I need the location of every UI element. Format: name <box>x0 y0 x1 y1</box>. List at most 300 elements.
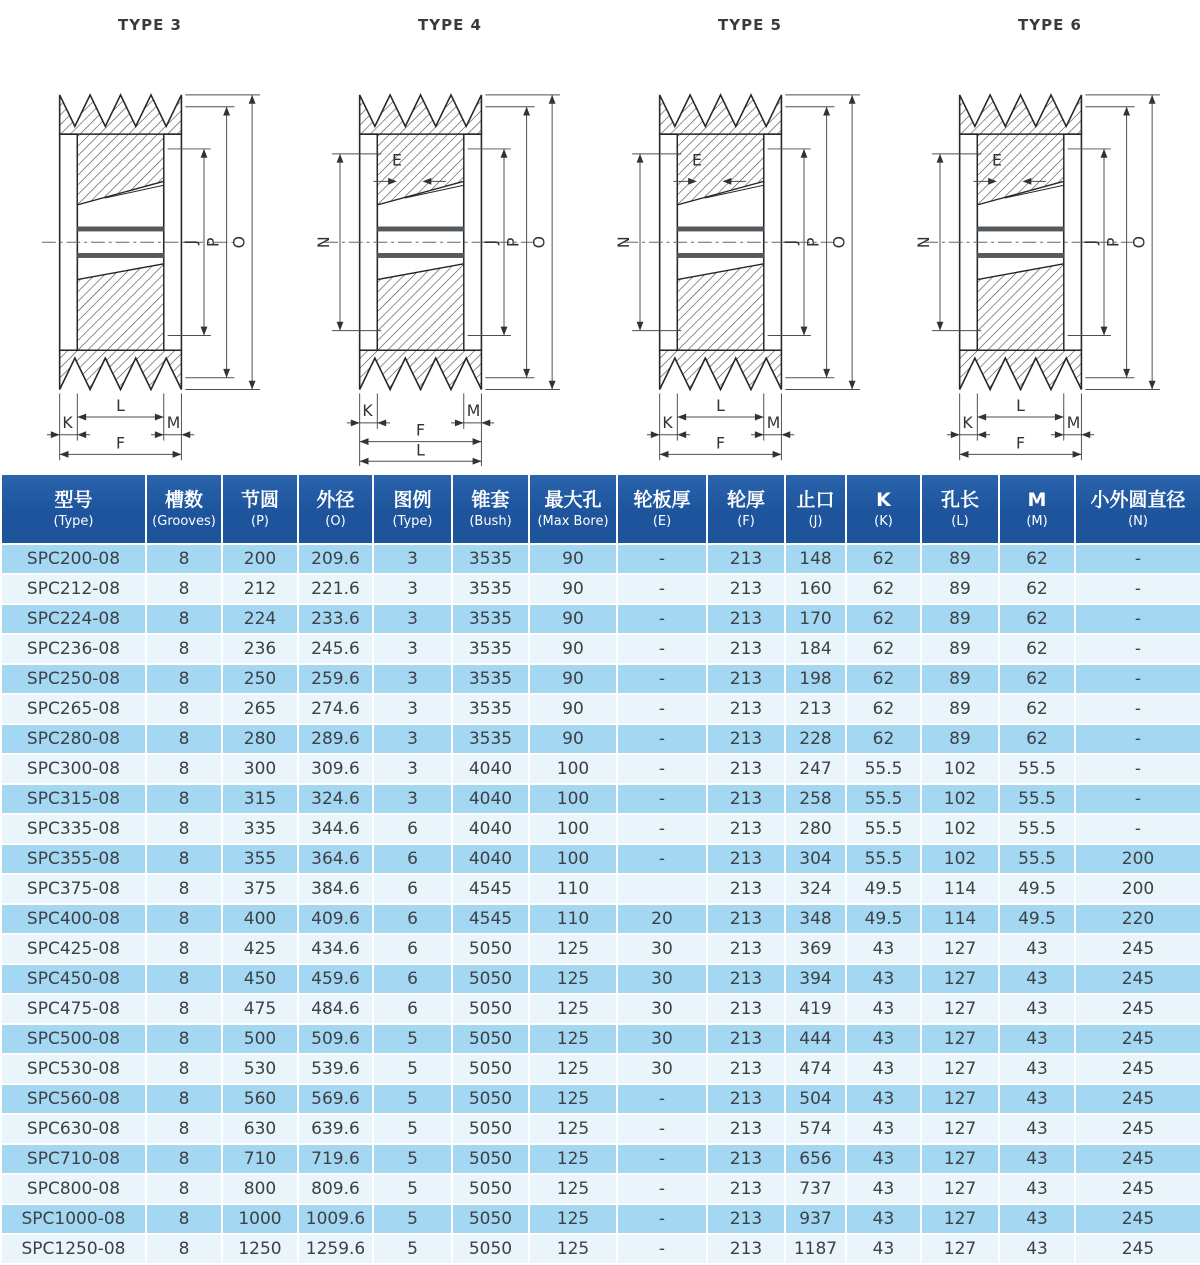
table-cell: 213 <box>707 694 785 724</box>
table-cell: 90 <box>529 544 617 574</box>
table-cell: 125 <box>529 1174 617 1204</box>
table-cell: SPC475-08 <box>1 994 146 1024</box>
table-cell: 198 <box>785 664 846 694</box>
table-cell: 213 <box>707 634 785 664</box>
table-cell: 125 <box>529 1144 617 1174</box>
table-cell: 656 <box>785 1144 846 1174</box>
table-cell: 5 <box>373 1024 452 1054</box>
table-cell: SPC200-08 <box>1 544 146 574</box>
svg-text:L: L <box>716 396 725 416</box>
table-cell: 127 <box>921 994 999 1024</box>
table-cell: 800 <box>222 1174 298 1204</box>
table-cell: 184 <box>785 634 846 664</box>
table-cell: SPC335-08 <box>1 814 146 844</box>
table-row <box>1 874 1200 904</box>
table-cell: 355 <box>222 844 298 874</box>
table-cell: 5050 <box>452 934 529 964</box>
table-cell: 114 <box>921 874 999 904</box>
table-cell: 43 <box>999 1204 1075 1234</box>
table-cell: 212 <box>222 574 298 604</box>
table-cell: 639.6 <box>298 1114 373 1144</box>
pulley-diagram-type-4 <box>300 0 600 473</box>
svg-text:O: O <box>229 236 249 249</box>
table-cell: - <box>617 544 707 574</box>
table-cell: 62 <box>846 604 921 634</box>
table-cell: 43 <box>846 994 921 1024</box>
table-cell: - <box>617 814 707 844</box>
table-cell: 245 <box>1075 1054 1200 1084</box>
table-cell: 3535 <box>452 634 529 664</box>
table-cell: 100 <box>529 754 617 784</box>
table-cell: 630 <box>222 1114 298 1144</box>
table-cell: 4040 <box>452 754 529 784</box>
table-cell: 5 <box>373 1204 452 1234</box>
table-cell: 274.6 <box>298 694 373 724</box>
table-cell: 213 <box>707 1144 785 1174</box>
table-cell: 250 <box>222 664 298 694</box>
table-cell: 8 <box>146 904 222 934</box>
table-cell: 127 <box>921 1234 999 1264</box>
table-cell: - <box>617 574 707 604</box>
table-cell: 394 <box>785 964 846 994</box>
table-cell: 100 <box>529 844 617 874</box>
table-cell: 3535 <box>452 664 529 694</box>
table-cell: - <box>1075 814 1200 844</box>
table-cell: 213 <box>707 814 785 844</box>
table-cell: 245 <box>1075 1084 1200 1114</box>
table-cell: 43 <box>999 1024 1075 1054</box>
table-cell: 213 <box>707 784 785 814</box>
table-cell: 200 <box>1075 844 1200 874</box>
table-cell: 3 <box>373 544 452 574</box>
pulley-diagrams <box>0 0 1200 473</box>
table-cell: 3 <box>373 574 452 604</box>
column-header: M (M) <box>999 474 1075 544</box>
table-cell: 148 <box>785 544 846 574</box>
column-header: 槽数 (Grooves) <box>146 474 222 544</box>
column-header: K (K) <box>846 474 921 544</box>
table-cell: 62 <box>999 724 1075 754</box>
table-cell: 110 <box>529 904 617 934</box>
table-cell: 62 <box>846 634 921 664</box>
table-cell: 8 <box>146 1054 222 1084</box>
table-cell: 125 <box>529 964 617 994</box>
table-cell: 809.6 <box>298 1174 373 1204</box>
table-cell: 459.6 <box>298 964 373 994</box>
table-cell: 5050 <box>452 1084 529 1114</box>
svg-text:O: O <box>829 236 849 249</box>
table-cell: - <box>617 604 707 634</box>
table-cell: SPC355-08 <box>1 844 146 874</box>
table-cell: 43 <box>999 934 1075 964</box>
table-cell: 30 <box>617 1054 707 1084</box>
table-cell: 90 <box>529 724 617 754</box>
table-cell: 3 <box>373 754 452 784</box>
table-cell: - <box>617 784 707 814</box>
table-cell: 247 <box>785 754 846 784</box>
table-cell: 55.5 <box>846 814 921 844</box>
svg-text:O: O <box>529 236 549 249</box>
table-cell: 3 <box>373 634 452 664</box>
table-cell: 8 <box>146 994 222 1024</box>
table-cell: 8 <box>146 814 222 844</box>
table-row <box>1 664 1200 694</box>
svg-text:L: L <box>1016 396 1025 416</box>
table-cell: SPC630-08 <box>1 1114 146 1144</box>
table-cell: 43 <box>999 1174 1075 1204</box>
svg-text:O: O <box>1129 236 1149 249</box>
table-row <box>1 844 1200 874</box>
table-cell: SPC224-08 <box>1 604 146 634</box>
table-cell: 3535 <box>452 574 529 604</box>
table-cell: 89 <box>921 664 999 694</box>
table-cell: 5 <box>373 1174 452 1204</box>
table-cell: 5 <box>373 1234 452 1264</box>
table-cell: 102 <box>921 814 999 844</box>
table-cell: 213 <box>707 904 785 934</box>
table-cell: 6 <box>373 904 452 934</box>
table-cell: 5050 <box>452 1234 529 1264</box>
table-cell: SPC710-08 <box>1 1144 146 1174</box>
table-cell: 375 <box>222 874 298 904</box>
table-row <box>1 1144 1200 1174</box>
table-cell: 30 <box>617 964 707 994</box>
table-cell: 89 <box>921 604 999 634</box>
table-cell: SPC450-08 <box>1 964 146 994</box>
table-cell: 213 <box>707 664 785 694</box>
table-cell: 125 <box>529 1114 617 1144</box>
pulley-cross-section-drawing <box>302 36 598 473</box>
table-cell: 125 <box>529 1204 617 1234</box>
table-cell: 43 <box>999 994 1075 1024</box>
table-cell: - <box>617 1234 707 1264</box>
svg-text:N: N <box>614 236 634 249</box>
table-cell: 5050 <box>452 1114 529 1144</box>
table-cell: SPC800-08 <box>1 1174 146 1204</box>
table-cell: 220 <box>1075 904 1200 934</box>
table-row <box>1 1114 1200 1144</box>
table-cell: 200 <box>1075 874 1200 904</box>
table-cell: 3 <box>373 724 452 754</box>
table-cell: 500 <box>222 1024 298 1054</box>
svg-text:L: L <box>416 440 425 460</box>
table-row <box>1 544 1200 574</box>
table-cell: SPC375-08 <box>1 874 146 904</box>
table-cell: 4040 <box>452 814 529 844</box>
table-cell: - <box>617 724 707 754</box>
table-cell: - <box>1075 694 1200 724</box>
table-cell: 49.5 <box>999 874 1075 904</box>
column-header: 止口 (J) <box>785 474 846 544</box>
table-cell: - <box>617 844 707 874</box>
table-cell: 484.6 <box>298 994 373 1024</box>
table-cell: SPC250-08 <box>1 664 146 694</box>
table-cell: 213 <box>707 1024 785 1054</box>
table-cell: 509.6 <box>298 1024 373 1054</box>
table-cell: 5050 <box>452 1174 529 1204</box>
svg-text:E: E <box>392 150 402 170</box>
table-cell: 213 <box>707 1204 785 1234</box>
table-cell: 8 <box>146 574 222 604</box>
table-cell: 5050 <box>452 964 529 994</box>
table-row <box>1 994 1200 1024</box>
table-cell: 1009.6 <box>298 1204 373 1234</box>
table-cell: 245 <box>1075 1024 1200 1054</box>
table-cell: 8 <box>146 724 222 754</box>
table-cell: 4545 <box>452 904 529 934</box>
svg-text:F: F <box>1016 433 1026 453</box>
table-cell: - <box>1075 544 1200 574</box>
table-cell: 3535 <box>452 694 529 724</box>
column-header: 小外圆直径 (N) <box>1075 474 1200 544</box>
table-cell: 300 <box>222 754 298 784</box>
table-cell: 8 <box>146 754 222 784</box>
svg-text:J: J <box>1081 239 1101 245</box>
table-cell: 55.5 <box>999 784 1075 814</box>
table-cell: 8 <box>146 664 222 694</box>
table-cell: 719.6 <box>298 1144 373 1174</box>
table-cell: - <box>617 1204 707 1234</box>
table-cell: 574 <box>785 1114 846 1144</box>
table-cell: 114 <box>921 904 999 934</box>
table-cell: 43 <box>846 934 921 964</box>
table-cell: 125 <box>529 1024 617 1054</box>
table-cell: 43 <box>846 1174 921 1204</box>
table-cell: 89 <box>921 724 999 754</box>
table-cell: 245 <box>1075 1234 1200 1264</box>
table-cell: 43 <box>999 964 1075 994</box>
table-cell: 43 <box>999 1144 1075 1174</box>
table-cell: 3 <box>373 784 452 814</box>
table-cell: 62 <box>846 664 921 694</box>
pulley-cross-section-drawing <box>902 36 1198 473</box>
table-cell: 474 <box>785 1054 846 1084</box>
svg-text:K: K <box>62 412 73 432</box>
table-cell: 49.5 <box>999 904 1075 934</box>
table-cell: 127 <box>921 934 999 964</box>
table-cell: 937 <box>785 1204 846 1234</box>
table-cell: 43 <box>846 964 921 994</box>
table-cell: 55.5 <box>999 844 1075 874</box>
table-cell: 213 <box>707 1114 785 1144</box>
table-cell: 43 <box>846 1144 921 1174</box>
table-cell: 43 <box>999 1114 1075 1144</box>
table-cell: - <box>617 1174 707 1204</box>
table-cell: 228 <box>785 724 846 754</box>
table-cell: 55.5 <box>999 754 1075 784</box>
table-cell: - <box>1075 724 1200 754</box>
table-cell: - <box>1075 784 1200 814</box>
svg-text:M: M <box>166 412 181 432</box>
table-cell: - <box>1075 574 1200 604</box>
table-cell: 102 <box>921 784 999 814</box>
table-cell: 5050 <box>452 1024 529 1054</box>
table-cell: 409.6 <box>298 904 373 934</box>
table-cell: 30 <box>617 994 707 1024</box>
table-cell: 3535 <box>452 604 529 634</box>
table-cell: 100 <box>529 814 617 844</box>
table-cell: 127 <box>921 1084 999 1114</box>
table-cell: 125 <box>529 1054 617 1084</box>
table-cell: 6 <box>373 844 452 874</box>
table-cell: 213 <box>707 574 785 604</box>
table-cell: 62 <box>999 574 1075 604</box>
table-header-row <box>1 474 1200 544</box>
svg-text:K: K <box>362 401 373 421</box>
table-cell: 324 <box>785 874 846 904</box>
pulley-cross-section-drawing <box>602 36 898 473</box>
table-cell: 125 <box>529 1084 617 1114</box>
table-cell: 245 <box>1075 1144 1200 1174</box>
table-cell: 127 <box>921 1204 999 1234</box>
table-row <box>1 1234 1200 1264</box>
svg-text:F: F <box>716 433 726 453</box>
table-cell: 224 <box>222 604 298 634</box>
table-cell: 5 <box>373 1114 452 1144</box>
table-cell: 5050 <box>452 1204 529 1234</box>
table-cell: 6 <box>373 934 452 964</box>
table-cell: 213 <box>707 754 785 784</box>
table-cell: 530 <box>222 1054 298 1084</box>
table-cell: 89 <box>921 694 999 724</box>
table-cell: 213 <box>707 994 785 1024</box>
table-cell: 213 <box>707 1174 785 1204</box>
table-cell: 55.5 <box>999 814 1075 844</box>
svg-text:P: P <box>1103 237 1123 247</box>
table-cell: 127 <box>921 1114 999 1144</box>
table-cell: 102 <box>921 844 999 874</box>
table-cell: 5050 <box>452 1144 529 1174</box>
table-cell: 8 <box>146 964 222 994</box>
table-cell: 560 <box>222 1084 298 1114</box>
table-cell: 475 <box>222 994 298 1024</box>
table-cell: 289.6 <box>298 724 373 754</box>
table-cell: 213 <box>707 604 785 634</box>
svg-text:N: N <box>314 236 334 249</box>
table-row <box>1 694 1200 724</box>
table-cell: 265 <box>222 694 298 724</box>
table-cell: 8 <box>146 1174 222 1204</box>
table-cell: 89 <box>921 574 999 604</box>
column-header: 图例 (Type) <box>373 474 452 544</box>
table-cell: 315 <box>222 784 298 814</box>
table-cell: 539.6 <box>298 1054 373 1084</box>
table-cell: SPC236-08 <box>1 634 146 664</box>
table-cell: SPC280-08 <box>1 724 146 754</box>
table-cell: 62 <box>999 664 1075 694</box>
table-cell: - <box>1075 664 1200 694</box>
table-cell: 55.5 <box>846 784 921 814</box>
table-cell: 245 <box>1075 964 1200 994</box>
table-row <box>1 1084 1200 1114</box>
table-cell: 213 <box>707 1054 785 1084</box>
table-cell: 213 <box>707 934 785 964</box>
table-cell: 324.6 <box>298 784 373 814</box>
table-cell: 245 <box>1075 994 1200 1024</box>
table-cell: 213 <box>707 874 785 904</box>
table-cell: 160 <box>785 574 846 604</box>
table-cell: 127 <box>921 1144 999 1174</box>
table-cell: 4040 <box>452 844 529 874</box>
table-cell: 62 <box>999 604 1075 634</box>
table-cell: - <box>617 1144 707 1174</box>
table-cell: 8 <box>146 1114 222 1144</box>
table-cell: 89 <box>921 544 999 574</box>
diagram-title: TYPE 6 <box>1018 16 1082 34</box>
table-cell: 8 <box>146 1024 222 1054</box>
pulley-diagram-type-3 <box>0 0 300 473</box>
table-cell: 233.6 <box>298 604 373 634</box>
svg-text:E: E <box>692 150 702 170</box>
table-cell: 384.6 <box>298 874 373 904</box>
svg-text:J: J <box>181 239 201 245</box>
table-cell: 5 <box>373 1084 452 1114</box>
table-cell: 710 <box>222 1144 298 1174</box>
table-cell: SPC1000-08 <box>1 1204 146 1234</box>
svg-text:J: J <box>781 239 801 245</box>
table-cell: 90 <box>529 634 617 664</box>
table-cell: 1250 <box>222 1234 298 1264</box>
table-cell: 90 <box>529 664 617 694</box>
table-cell: 200 <box>222 544 298 574</box>
table-cell: - <box>617 694 707 724</box>
column-header: 轮板厚 (E) <box>617 474 707 544</box>
column-header: 锥套 (Bush) <box>452 474 529 544</box>
table-cell: 213 <box>707 844 785 874</box>
table-cell: 259.6 <box>298 664 373 694</box>
table-cell: 8 <box>146 874 222 904</box>
table-row <box>1 1054 1200 1084</box>
table-cell: 348 <box>785 904 846 934</box>
table-row <box>1 754 1200 784</box>
table-cell: 90 <box>529 574 617 604</box>
table-cell: 127 <box>921 964 999 994</box>
table-cell: 62 <box>999 634 1075 664</box>
table-cell: 8 <box>146 844 222 874</box>
table-cell: 5 <box>373 1144 452 1174</box>
svg-text:P: P <box>203 237 223 247</box>
table-cell: 419 <box>785 994 846 1024</box>
table-row <box>1 964 1200 994</box>
table-cell: 3 <box>373 694 452 724</box>
table-cell: 245 <box>1075 934 1200 964</box>
svg-text:K: K <box>662 412 673 432</box>
table-cell: 304 <box>785 844 846 874</box>
table-cell: 20 <box>617 904 707 934</box>
table-cell: 213 <box>785 694 846 724</box>
table-cell: 43 <box>846 1024 921 1054</box>
table-cell: 127 <box>921 1174 999 1204</box>
table-cell: SPC212-08 <box>1 574 146 604</box>
table-cell: 62 <box>999 544 1075 574</box>
table-cell: 127 <box>921 1054 999 1084</box>
table-row <box>1 724 1200 754</box>
table-row <box>1 1024 1200 1054</box>
table-row <box>1 604 1200 634</box>
svg-text:M: M <box>466 401 481 421</box>
table-cell: 3535 <box>452 544 529 574</box>
table-cell: 335 <box>222 814 298 844</box>
table-cell: 90 <box>529 604 617 634</box>
table-cell: 209.6 <box>298 544 373 574</box>
column-header: 节圆 (P) <box>222 474 298 544</box>
table-cell: SPC500-08 <box>1 1024 146 1054</box>
table-cell: 369 <box>785 934 846 964</box>
diagram-title: TYPE 3 <box>118 16 182 34</box>
table-cell: 400 <box>222 904 298 934</box>
table-cell: 213 <box>707 1234 785 1264</box>
svg-text:J: J <box>481 239 501 245</box>
